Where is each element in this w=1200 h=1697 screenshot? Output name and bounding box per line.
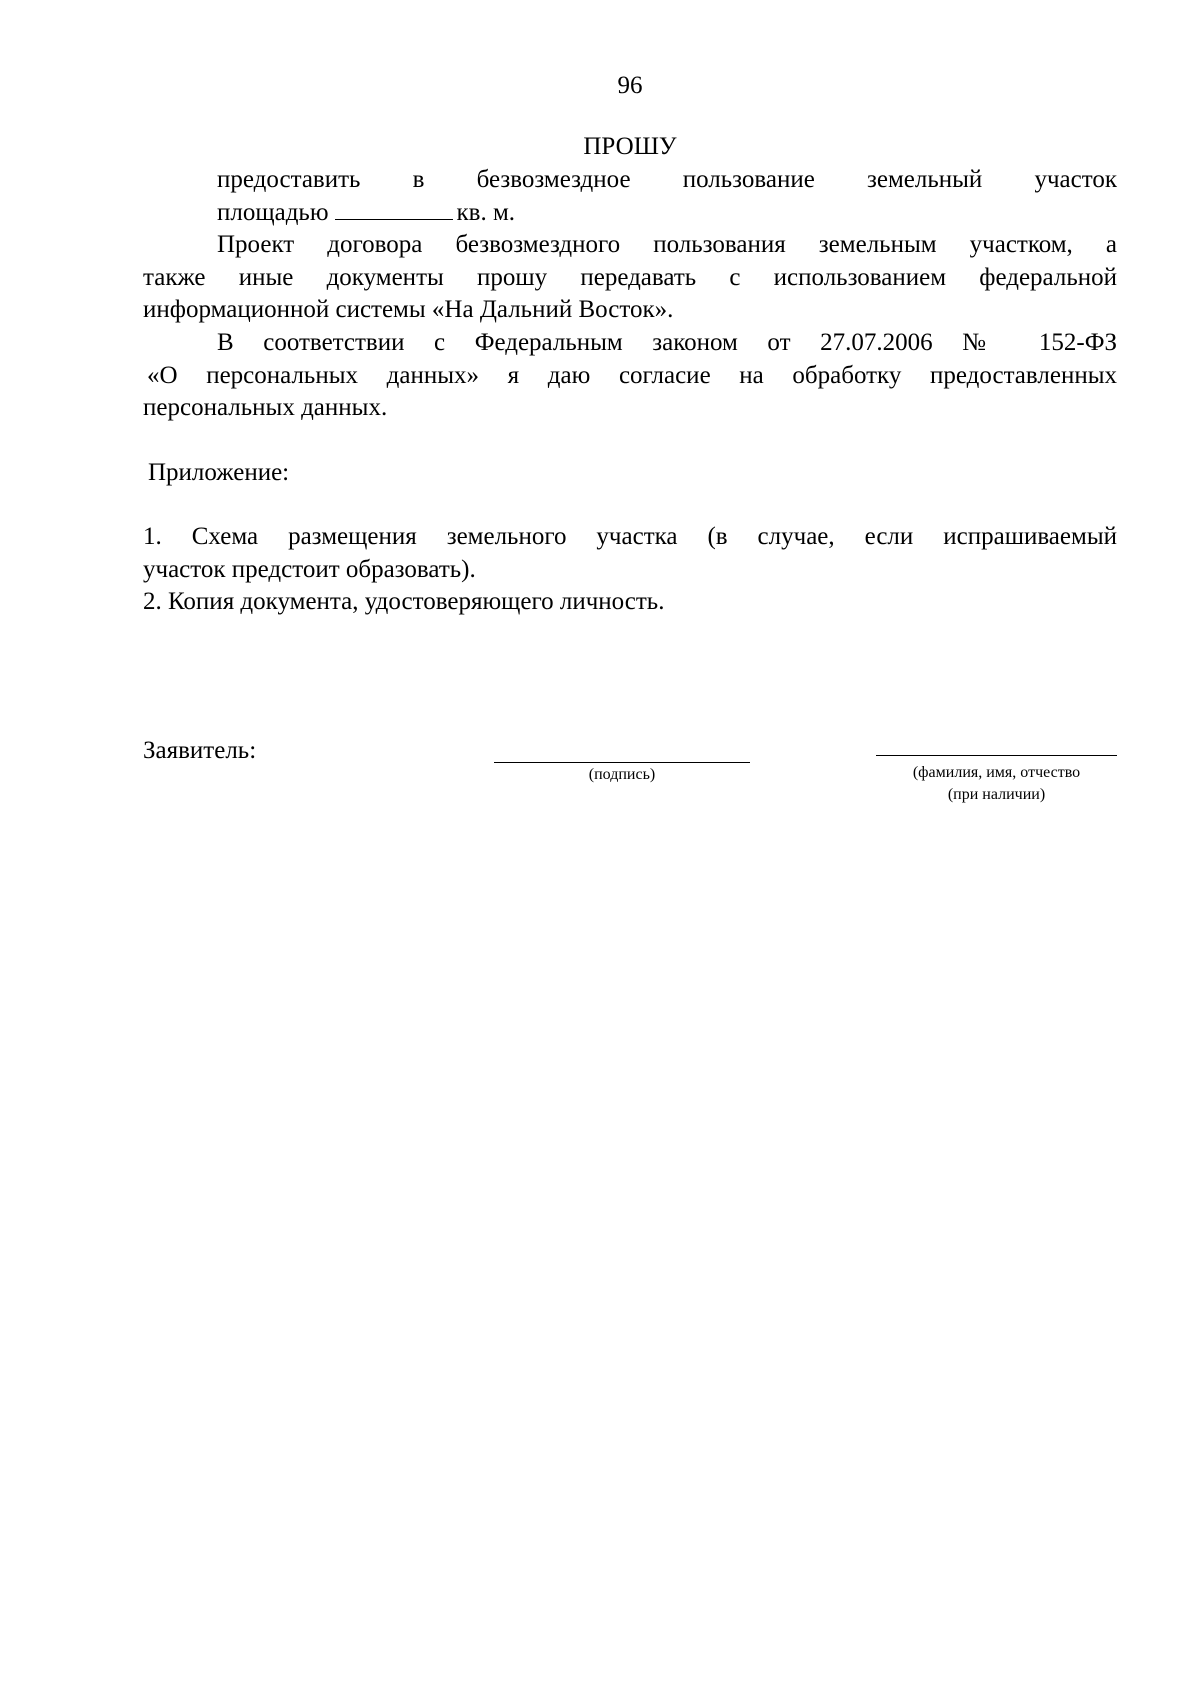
- annex-title: Приложение:: [148, 459, 290, 486]
- area-blank-field: [335, 197, 453, 220]
- full-name-caption-line-2: (при наличии): [947, 786, 1046, 803]
- signature-line: [494, 762, 750, 763]
- consent-paragraph: [143, 327, 1117, 425]
- request-heading: ПРОШУ: [583, 133, 677, 160]
- page-number: 96: [617, 72, 643, 99]
- request-line-1: предоставить в безвозмездное пользование земельный участок: [217, 166, 1117, 193]
- full-name-caption: [876, 762, 1117, 806]
- delivery-paragraph: [143, 229, 1117, 327]
- consent-line-1: В соответствии с Федеральным законом от 27.07.2006 № 152-ФЗ: [217, 329, 1117, 356]
- request-paragraph: [143, 164, 1117, 229]
- consent-line-3: персональных данных.: [143, 394, 388, 421]
- annex-item-2: 2. Копия документа, удостоверяющего личность.: [143, 588, 665, 615]
- annex-item-1-line-1: 1. Схема размещения земельного участка (в случае, если испрашиваемый: [143, 523, 1117, 550]
- consent-line-2: «О персональных данных» я даю согласие на обработку предоставленных: [147, 361, 1117, 389]
- delivery-line-1: Проект договора безвозмездного пользования земельным участком, а: [217, 231, 1117, 258]
- annex-item-1: [143, 521, 1117, 586]
- annex-item-1-line-2: участок предстоит образовать).: [143, 555, 476, 583]
- delivery-line-3: информационной системы «На Дальний Восток».: [143, 296, 674, 323]
- signature-caption: (подпись): [588, 766, 656, 783]
- full-name-line: [876, 755, 1117, 756]
- request-line-2: [143, 197, 1117, 230]
- full-name-caption-line-1: (фамилия, имя, отчество: [912, 764, 1081, 781]
- applicant-label: Заявитель:: [143, 737, 257, 764]
- area-unit: кв. м.: [456, 198, 516, 226]
- delivery-line-2: также иные документы прошу передавать с использованием федеральной: [143, 263, 1117, 291]
- area-prefix: площадью: [217, 198, 329, 226]
